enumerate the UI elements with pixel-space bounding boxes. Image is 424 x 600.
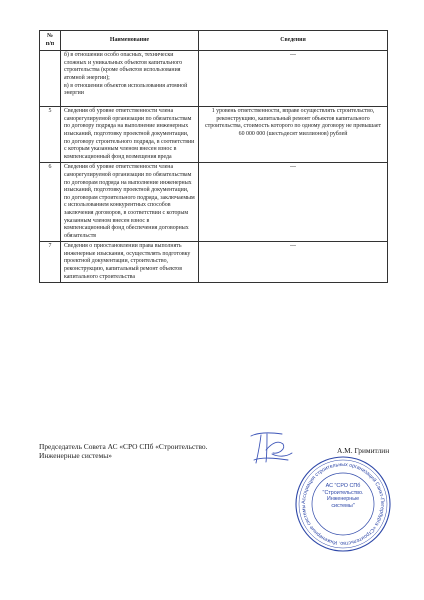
stamp-ring-text: Ассоциация строительных организаций Санкт-Петербурга «Строительство. Инженерные системы bbox=[300, 461, 386, 547]
stamp-inner-text: АС "СРО СПб "Строительство. Инженерные системы" bbox=[322, 483, 364, 509]
row-info: --- bbox=[199, 242, 388, 283]
info-table bbox=[39, 30, 388, 283]
chair-title: Председатель Совета АС «СРО СПб «Строительство. Инженерные системы» bbox=[39, 442, 208, 461]
header-name: Наименование bbox=[61, 31, 199, 51]
table-row bbox=[40, 107, 388, 163]
row-number: 5 bbox=[40, 107, 61, 163]
row-number bbox=[40, 51, 61, 107]
organization-stamp bbox=[292, 453, 394, 555]
table-row bbox=[40, 242, 388, 283]
header-number: № п/п bbox=[40, 31, 61, 51]
row-name: б) в отношении особо опасных, технически сложных и уникальных объектов капитального строительства (кроме объектов использования атомной энергии); в) в отношении объектов использования атомной энергии bbox=[61, 51, 199, 107]
row-info: --- bbox=[199, 163, 388, 242]
handwritten-signature bbox=[248, 430, 294, 468]
row-name: Сведения об уровне ответственности члена саморегулируемой организации по обязательствам по договорам подряда на выполнение инженерных изысканий, подготовку проектной документации, по договорам строительного подряда, заключаемым с использованием конкурентных способов заключения договоров, в соответствии с которым указанным членом внесен взнос в компенсационный фонд обеспечения договорных обязательств bbox=[61, 163, 199, 242]
row-number: 7 bbox=[40, 242, 61, 283]
header-info: Сведения bbox=[199, 31, 388, 51]
row-info: --- bbox=[199, 51, 388, 107]
table-row bbox=[40, 163, 388, 242]
row-name: Сведения о приостановлении права выполнять инженерные изыскания, осуществлять подготовку проектной документации, строительство, реконструкцию, капитальный ремонт объектов капитального строительства bbox=[61, 242, 199, 283]
row-info: 1 уровень ответственности, вправе осуществлять строительство, реконструкцию, капитальный ремонт объектов капитального строительства, стоимость которого по одному договору не превышает 60 000 000 (шестьдесят миллионов) рублей bbox=[199, 107, 388, 163]
row-number: 6 bbox=[40, 163, 61, 242]
table-row bbox=[40, 51, 388, 107]
row-name: Сведения об уровне ответственности члена саморегулируемой организации по обязательствам по договору подряда на выполнение инженерных изысканий, подготовку проектной документации, по договору строительного подряда, в соответствии с которым указанным членом внесен взнос в компенсационный фонд возмещения вреда bbox=[61, 107, 199, 163]
chair-name: А.М. Гримитлин bbox=[337, 446, 390, 455]
table-header-row bbox=[40, 31, 388, 51]
